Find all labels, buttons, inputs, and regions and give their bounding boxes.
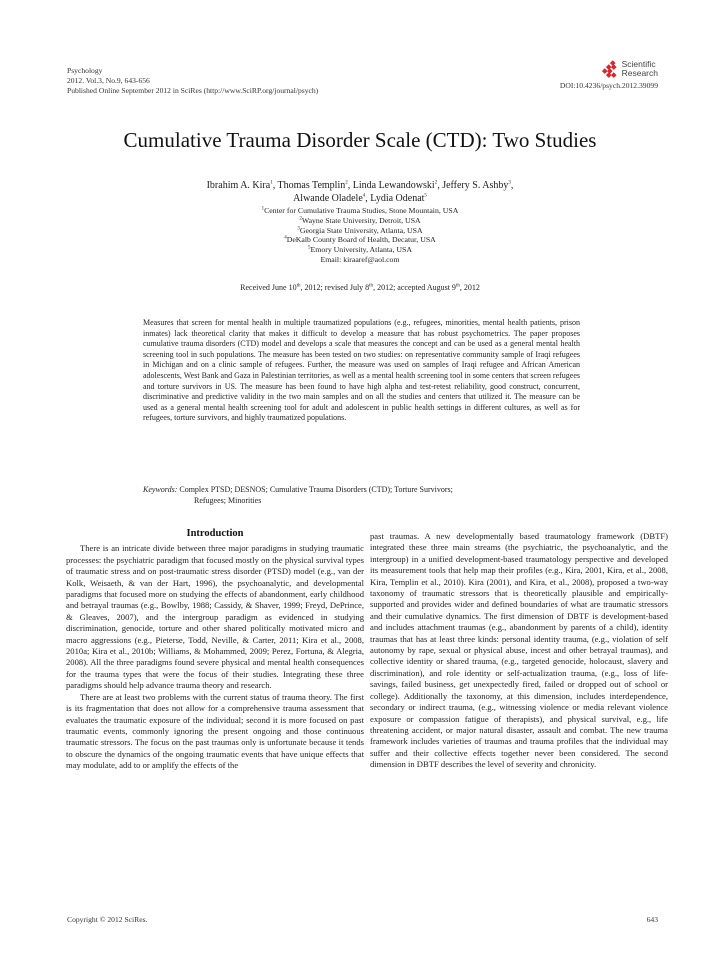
author: Alwande Oladele <box>293 192 363 204</box>
keywords-label: Keywords: <box>143 485 178 494</box>
author: Jeffery S. Ashby <box>442 180 509 191</box>
paragraph: There are at least two problems with the current status of trauma theory. The first is its fragmentation that does not allow for a comprehensive trauma assessment that evaluates the traumatic exposure of the individual; second it is more focused on past traumatic events, commonly ignoring the present ongoing and those continuous traumatic stressors. The focus on the past traumas only is unfortunate because it tends to obscure the dynamics of the ongoing traumatic events that have unique effects that may modulate, add to or amplify the effects of the <box>66 691 364 771</box>
copyright: Copyright © 2012 SciRes. <box>67 915 148 924</box>
affiliation: $^5$Emory University, Atlanta, USA <box>308 245 412 255</box>
affiliation: $^2$Wayne State University, Detroit, USA <box>299 215 421 225</box>
doi: DOI:10.4236/psych.2012.39099 <box>559 81 658 90</box>
paragraph: past traumas. A new developmentally based traumatology framework (DBTF) integrated these three main streams (the psychiatric, the psychoanalytic, and the intergroup) in a unified development-based traumatology perspective and developed its measurement tools that help map their profiles (e.g., Kira, 2001, Kira, et al., 2008, Kira, Templin et al., 2010). Kira (2001), and Kira, et al., 2008), proposed a two-way taxonomy of traumatic stressors that is theoretically plausible and empirically-supported and provides wider and defined boundaries of what are traumatic stressors and their cumulative dynamics. The first dimension of DBTF is development-based and includes attachment traumas (e.g., abandonment by parents of a child), identity traumas that has at least three kinds: personal identity trauma, (e.g., violation of self autonomy by rape, sexual or physical abuse, incest and other betrayal traumas), and collective identity or shared trauma, (e.g., targeted genocide, holocaust, slavery and discrimination), and role identity or self-actualization trauma, (e.g., loss of life-savings, failed business, get unexpectedly fired, failed or dropped out of school or college). Additionally the taxonomy, at this dimension, includes interdependence, secondary or indirect trauma, (e.g., witnessing violence or media relevant violence exposure or compassion fatigue of therapists), and physical survival, e.g., life threatening accident, or major natural disaster, assault and combat. The new trauma framework includes varieties of traumas and trauma profiles that the individual may suffer and their collective effects together never been considered. The second dimension in DBTF describes the level of severity and chronicity. <box>370 531 668 770</box>
page-number: 643 <box>646 915 658 924</box>
keywords <box>143 485 580 506</box>
journal-header <box>67 66 318 96</box>
author: Lydia Odenat <box>370 192 425 204</box>
author: Linda Lewandowski <box>352 180 435 191</box>
published-line: Published Online September 2012 in SciRes (http://www.SciRP.org/journal/psych) <box>67 86 319 95</box>
right-column <box>370 531 668 771</box>
section-heading-introduction: Introduction <box>186 528 244 539</box>
author: Ibrahim A. Kira <box>206 180 271 191</box>
journal-name: Psychology <box>67 66 103 75</box>
paragraph: There is an intricate divide between three major paradigms in studying traumatic processes: the psychiatric paradigm that focused mostly on the physical survival types of traumatic stress and on post-traumatic stress disorder (PTSD) model (e.g., van der Kolk, Weisaeth, & van der Hart, 1996), the psychoanalytic, and developmental paradigms that focused more on studying the effects of abandonment, early childhood and betrayal traumas (e.g., Bowlby, 1988; Cassidy, & Shaver, 1999; Freyd, DePrince, & Gleaves, 2007), and the intergroup paradigm as evidenced in studying discrimination, genocide, torture and other shared politically motivated micro and macro aggressions (e.g., Pieterse, Todd, Neville, & Carter, 2011; Kira et al., 2008, 2010a; Kira et al., 2010b; Williams, & Mohammed, 2009; Perez, Fortuna, & Alegria, 2008). All the three paradigms found severe physical and mental health consequences for the trauma types that were the focus of their studies. Integrating these three paradigms should help advance trauma theory and research. <box>66 543 364 691</box>
keywords-line-2: Refugees; Minorities <box>194 495 262 505</box>
left-column <box>66 528 364 772</box>
publisher-header <box>560 60 658 90</box>
affiliation: $^1$Center for Cumulative Trauma Studies, Stone Mountain, USA <box>261 206 459 215</box>
affiliation: $^3$Georgia State University, Atlanta, USA <box>297 225 423 235</box>
author-list: Ibrahim A. Kira$^1$, Thomas Templin$^2$, Linda Lewandowski$^2$, Jeffery S. Ashby$^3$, Alwande Oladele$^4$, Lydia Odenat$^5$ <box>206 180 514 204</box>
paper-title: Cumulative Trauma Disorder Scale (CTD): Two Studies <box>123 128 597 152</box>
publisher-logo <box>560 60 658 77</box>
affiliations <box>0 206 720 265</box>
submission-dates: Received June 10th, 2012; revised July 8th, 2012; accepted August 9th, 2012 <box>240 283 480 292</box>
scientific-research-logo-icon <box>603 61 619 77</box>
affiliation: $^4$DeKalb County Board of Health, Decatur, USA <box>284 235 436 245</box>
abstract: Measures that screen for mental health in multiple traumatized populations (e.g., refugees, minorities, mental health patients, prison inmates) lack theoretical clarity that makes it difficult to develop a measure that has robust psychometrics. The paper proposes cumulative trauma disorders (CTD) model and develops a scale that measures the concept and can be used as a general mental health screening tool in such populations. The measure has been tested on two studies: on representative community sample of Iraqi refugees in Michigan and on a clinic sample of refugees. Further, the measure was used on samples of Iraqi refugee and African American adolescents, West Bank and Gaza in Palestinian territories, as well as a mental health screening tool in some centers that screen refugees and torture survivors in US. The measure has been found to have high alpha and test-retest reliability, good construct, concurrent, discriminative and predictive validity in the two main samples and on all the studies and centers that utilized it. The measure can be used as a general mental health screening tool for adult and adolescent in public health settings in different cultures, as well as for refugees, torture survivors, and highly traumatized populations. <box>143 318 580 423</box>
email[interactable]: Email: kiraaref@aol.com <box>320 254 400 264</box>
author: Thomas Templin <box>277 180 346 191</box>
keywords-line-1: Complex PTSD; DESNOS; Cumulative Trauma Disorders (CTD); Torture Survivors; <box>179 485 453 494</box>
logo-text: Scientific Research <box>621 59 658 78</box>
volume-info: 2012. Vol.3, No.9, 643-656 <box>67 76 150 85</box>
